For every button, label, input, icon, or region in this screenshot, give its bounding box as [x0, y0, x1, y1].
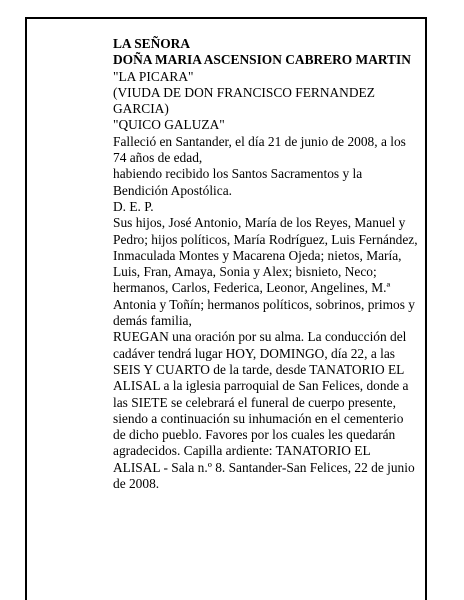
obituary-heading: LA SEÑORA [113, 36, 191, 51]
deceased-nickname: "LA PICARA" [113, 68, 194, 84]
husband-nickname: "QUICO GALUZA" [113, 117, 225, 133]
family-list: Sus hijos, José Antonio, María de los Reyes, Manuel y Pedro; hijos políticos, María Rodríguez, Luis Fernández, Inmaculada Montes y Macarena Ojeda; nietos, María, Luis, Fran, Amaya, Sonia y Alex; bisnieto, Neco; hermanos, Carlos, Federica, Leonor, Angelines, M.ª Antonia y Toñín; hermanos políticos, sobrinos, primos y demás familia, [113, 215, 418, 329]
frame-right-rule [425, 17, 427, 600]
sacraments-text: habiendo recibido los Santos Sacramentos y la Bendición Apostólica. [113, 166, 363, 198]
deceased-name: DOÑA MARIA ASCENSION CABRERO MARTIN [113, 52, 411, 68]
widow-of: (VIUDA DE DON FRANCISCO FERNANDEZ GARCIA) [113, 84, 375, 117]
frame-top-rule [25, 17, 427, 19]
funeral-request: RUEGAN una oración por su alma. La conducción del cadáver tendrá lugar HOY, DOMINGO, día 22, a las SEIS Y CUARTO de la tarde, desde TANATORIO EL ALISAL a la iglesia parroquial de San Felices, donde a las SIETE se celebrará el funeral de cuerpo presente, siendo a continuación su inhumación en el cementerio de dicho pueblo. Favores por los cuales les quedarán agradecidos. Capilla ardiente: TANATORIO EL ALISAL - Sala n.º 8. Santander-San Felices, 22 de junio de 2008. [113, 329, 415, 492]
frame-left-rule [25, 17, 27, 600]
death-info: Falleció en Santander, el día 21 de junio de 2008, a los 74 años de edad, [113, 133, 406, 166]
obituary-notice [113, 36, 419, 492]
rip-text: D. E. P. [113, 198, 154, 214]
